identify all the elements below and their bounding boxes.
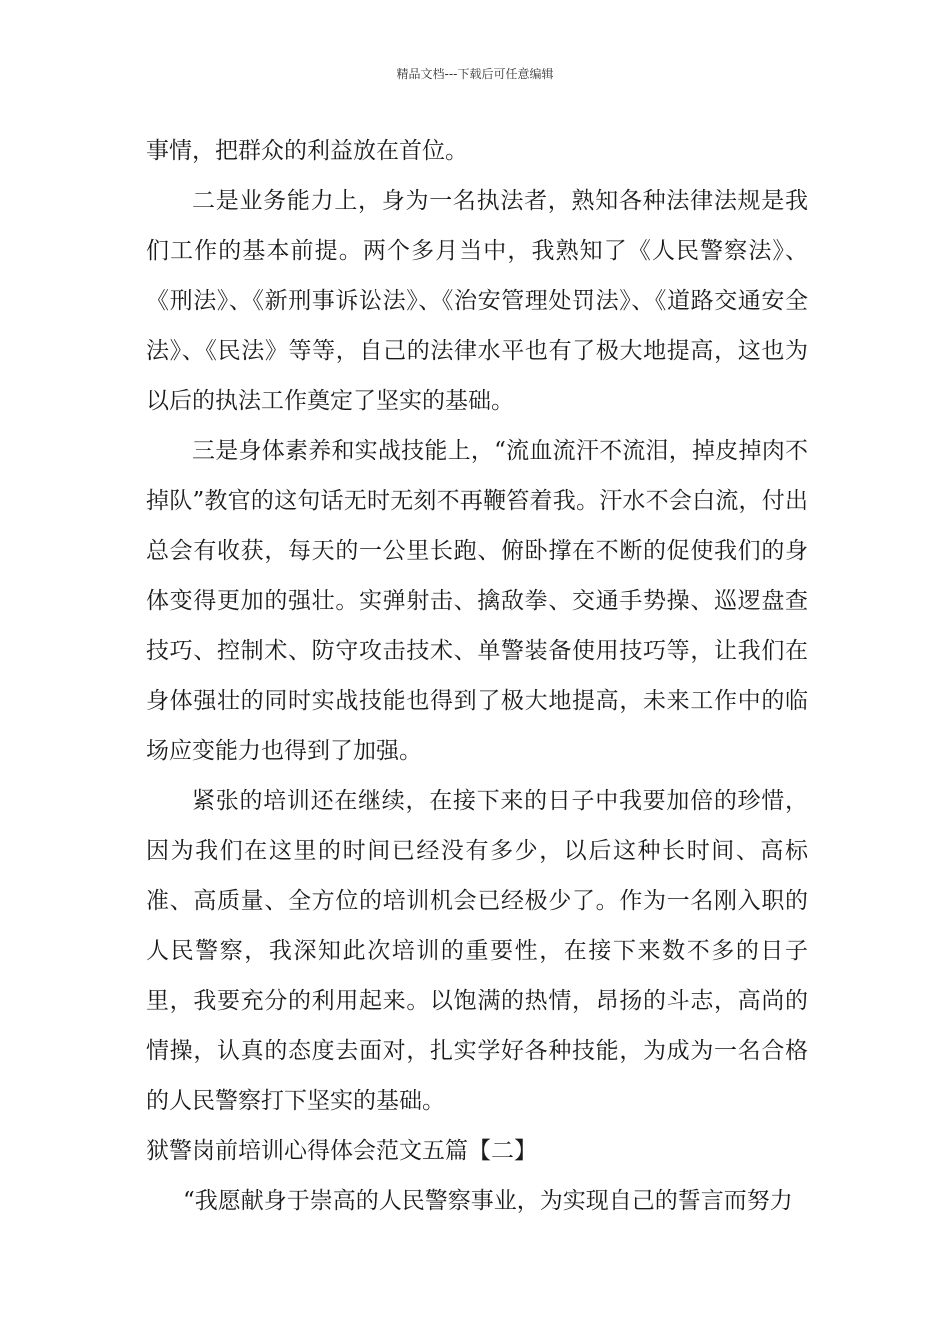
- paragraph-physical-training: 三是身体素养和实战技能上，“流血流汗不流泪，掉皮掉肉不掉队”教官的这句话无时无刻不再鞭笞着我。汗水不会白流，付出总会有收获，每天的一公里长跑、俯卧撑在不断的促使我们的身体变得更加的强壮。实弹射击、擒敌拳、交通手势操、巡逻盘查技巧、控制术、防守攻击技术、单警装备使用技巧等，让我们在身体强壮的同时实战技能也得到了极大地提高，未来工作中的临场应变能力也得到了加强。: [146, 438, 808, 764]
- section-title: 狱警岗前培训心得体会范文五篇【二】: [146, 1138, 537, 1164]
- paragraph-business-ability: 二是业务能力上，身为一名执法者，熟知各种法律法规是我们工作的基本前提。两个多月当中，我熟知了《人民警察法》、《刑法》、《新刑事诉讼法》、《治安管理处罚法》、《道路交通安全法》、《民法》等等，自己的法律水平也有了极大地提高，这也为以后的执法工作奠定了坚实的基础。: [146, 188, 808, 414]
- paragraph-continuing-training: 紧张的培训还在继续，在接下来的日子中我要加倍的珍惜，因为我们在这里的时间已经没有多少，以后这种长时间、高标准、高质量、全方位的培训机会已经极少了。作为一名刚入职的人民警察，我深知此次培训的重要性，在接下来数不多的日子里，我要充分的利用起来。以饱满的热情，昂扬的斗志，高尚的情操，认真的态度去面对，扎实学好各种技能，为成为一名合格的人民警察打下坚实的基础。: [146, 788, 808, 1114]
- paragraph-oath: “我愿献身于崇高的人民警察事业，为实现自己的誓言而努力: [183, 1188, 793, 1214]
- paragraph-continuation: 事情，把群众的利益放在首位。: [146, 138, 468, 164]
- page-header: 精品文档---下载后可任意编辑: [396, 67, 554, 81]
- document-body: [146, 126, 808, 1226]
